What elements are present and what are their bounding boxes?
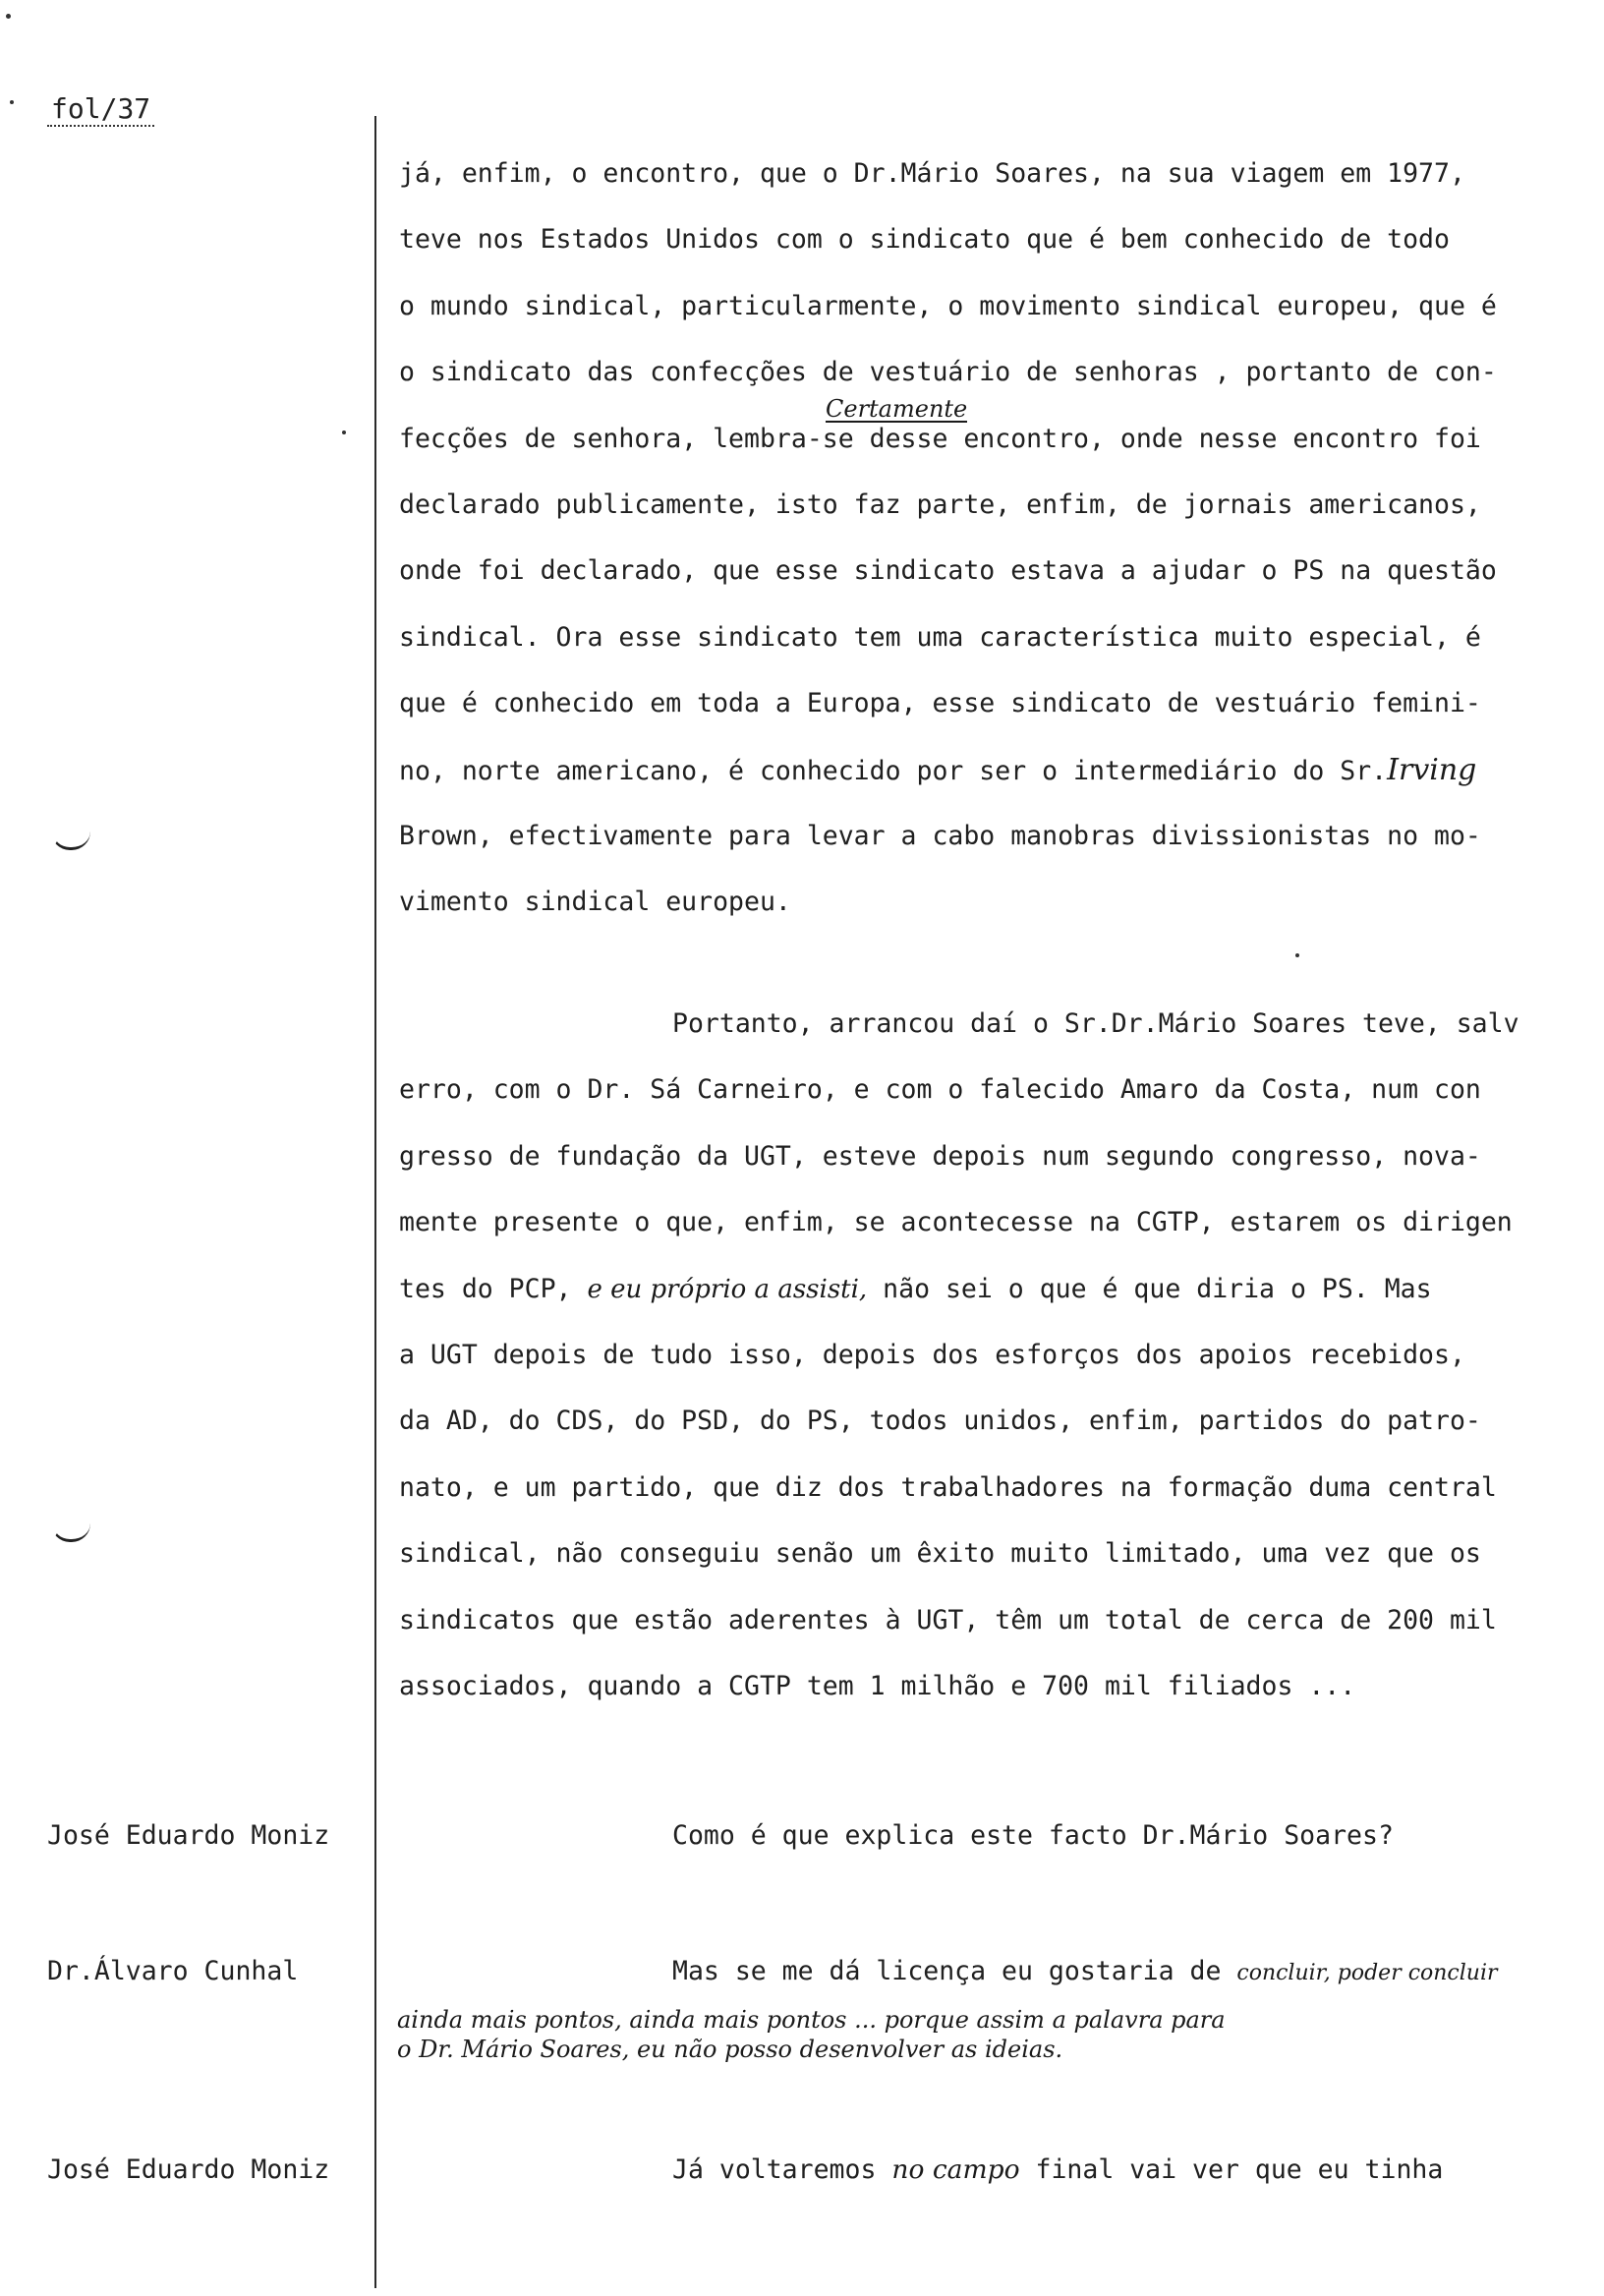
text-line: teve nos Estados Unidos com o sindicato que é bem conhecido de todo bbox=[399, 224, 1450, 256]
text-segment: final vai ver que eu tinha bbox=[1035, 2154, 1444, 2185]
text-line: que é conhecido em toda a Europa, esse sindicato de vestuário femini- bbox=[399, 688, 1481, 719]
handwritten-continuation bbox=[397, 2005, 1226, 2064]
text-line: erro, com o Dr. Sá Carneiro, e com o falecido Amaro da Costa, num con bbox=[399, 1074, 1481, 1106]
text-line: declarado publicamente, isto faz parte, enfim, de jornais americanos, bbox=[399, 488, 1481, 520]
handwritten-insert: no campo bbox=[891, 2154, 1020, 2185]
margin-rule bbox=[374, 116, 376, 2288]
paragraph-1 bbox=[399, 141, 1593, 936]
text-line: fecções de senhora, lembra-se desse encontro, onde nesse encontro foi bbox=[399, 423, 1481, 454]
text-line: Portanto, arrancou daí o Sr.Dr.Mário Soares teve, salv bbox=[672, 1008, 1519, 1039]
text-segment: tes do PCP, bbox=[399, 1273, 572, 1304]
paragraph-2 bbox=[399, 991, 1593, 1719]
margin-arc-mark bbox=[51, 1523, 90, 1542]
folio-label: fol bbox=[51, 92, 101, 125]
text-line: onde foi declarado, que esse sindicato estava a ajudar o PS na questão bbox=[399, 555, 1497, 587]
handwritten-insert: e eu próprio a assisti, bbox=[587, 1274, 868, 1304]
text-segment: não sei o que é que diria o PS. Mas bbox=[883, 1273, 1432, 1304]
handwritten-insert: Certamente bbox=[826, 395, 968, 423]
folio-number: 37 bbox=[117, 92, 151, 125]
text-line: mente presente o que, enfim, se acontecesse na CGTP, estarem os dirigen bbox=[399, 1207, 1513, 1238]
scan-speck bbox=[10, 100, 14, 104]
text-line: já, enfim, o encontro, que o Dr.Mário Soares, na sua viagem em 1977, bbox=[399, 158, 1465, 189]
handwritten-name: Irving bbox=[1387, 752, 1477, 787]
text-line bbox=[399, 737, 1593, 803]
text-line: Brown, efectivamente para levar a cabo manobras divissionistas no mo- bbox=[399, 820, 1481, 851]
speaker-name: Dr.Álvaro Cunhal bbox=[47, 1956, 299, 1986]
speaker-name: José Eduardo Moniz bbox=[47, 1820, 330, 1851]
text-line: gresso de fundação da UGT, esteve depois num segundo congresso, nova- bbox=[399, 1140, 1481, 1172]
margin-arc-mark bbox=[51, 832, 90, 850]
handwritten-insert: concluir, poder concluir bbox=[1236, 1961, 1498, 1985]
scan-speck bbox=[1295, 953, 1299, 957]
speech-text bbox=[672, 1956, 1498, 1986]
text-line: sindical, não conseguiu senão um êxito muito limitado, uma vez que os bbox=[399, 1538, 1481, 1570]
text-segment: Já voltaremos bbox=[672, 2154, 877, 2185]
speech-text bbox=[672, 2154, 1443, 2185]
text-segment: Mas se me dá licença eu gostaria de bbox=[672, 1956, 1222, 1986]
scan-speck bbox=[342, 430, 346, 434]
handwritten-line: ainda mais pontos, ainda mais pontos ... porque assim a palavra para bbox=[397, 2006, 1226, 2034]
text-line: sindical. Ora esse sindicato tem uma característica muito especial, é bbox=[399, 621, 1481, 653]
text-line: da AD, do CDS, do PSD, do PS, todos unidos, enfim, partidos do patro- bbox=[399, 1406, 1481, 1437]
text-line: a UGT depois de tudo isso, depois dos esforços dos apoios recebidos, bbox=[399, 1339, 1465, 1370]
text-line: nato, e um partido, que diz dos trabalhadores na formação duma central bbox=[399, 1471, 1497, 1503]
text-line: associados, quando a CGTP tem 1 milhão e 700 mil filiados ... bbox=[399, 1670, 1356, 1701]
speech-text: Como é que explica este facto Dr.Mário Soares? bbox=[672, 1820, 1394, 1851]
speaker-name: José Eduardo Moniz bbox=[47, 2154, 330, 2185]
text-segment: no, norte americano, é conhecido por ser o intermediário do Sr. bbox=[399, 755, 1388, 786]
folio-reference bbox=[47, 92, 154, 125]
text-line: sindicatos que estão aderentes à UGT, têm um total de cerca de 200 mil bbox=[399, 1604, 1497, 1636]
scan-speck bbox=[6, 14, 11, 19]
text-line: o mundo sindical, particularmente, o movimento sindical europeu, que é bbox=[399, 290, 1497, 321]
text-line bbox=[399, 1256, 1593, 1322]
text-line: o sindicato das confecções de vestuário de senhoras , portanto de con- bbox=[399, 357, 1497, 388]
text-line: vimento sindical europeu. bbox=[399, 887, 791, 918]
folio-separator: / bbox=[100, 92, 118, 125]
handwritten-line: o Dr. Mário Soares, eu não posso desenvolver as ideias. bbox=[397, 2036, 1063, 2063]
